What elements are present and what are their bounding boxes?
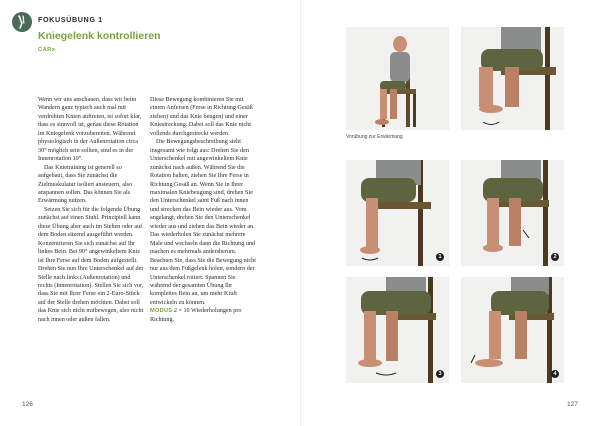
exercise-title: Kniegelenk kontrollieren (38, 30, 161, 42)
paragraph: Wenn wir uns anschauen, dass wir beim Wandern ganz typisch auch mal mit verdrehten Knien auftreten, ist sofort klar, dass es sinnvoll ist, genau diese Rotation im Kniegelenk vorzubereiten. Während physiologisch in der Außenrotation circa 30° möglich sein sollten, sind es in der Innenrotation 10°. (38, 97, 142, 163)
step-number: 2 (551, 253, 559, 261)
modus-text: 2 × 10 Wiederholungen pro Richtung. (150, 308, 242, 323)
paragraph: Diese Bewegung kombinieren Sie mit einem Anfersen (Ferse in Richtung Gesäß ziehen) und das Knie beugen) und einer Kniestreckung. Dabei soll das Knie nicht vollends durchgestreckt werden. (150, 97, 253, 137)
warmup-closeup-photo (461, 27, 564, 130)
step-number: 1 (436, 253, 444, 261)
paragraph: Die Bewegungsbeschreibung sieht insgesamt wie folgt aus: Drehen Sie den Unterschenkel mit angewinkeltem Knie zunächst nach außen. Während Sie die Rotation halten, ziehen Sie Ihre Ferse in Richtung Gesäß an. Wenn Sie in Ihrer maximalen Kniebeugung sind, drehen Sie den Unterschenkel samt Fuß nach innen und strecken das Bein wieder aus. Vom angelangt, drehen Sie den Unterschenkel wieder aus und ziehen das Bein wieder an. Das wiederholen Sie zunächst mehrere Male und wechseln dann die Richtung und machen es mehrmals andersherum. Beachten Sie, dass Sie die Bewegung nicht nur aus dem Fußgelenk holen, sondern der Unterschenkel rotiert. Spannen Sie während der gesamten Übung Ihr komplettes Bein an, um mehr Kraft entwickeln zu können. (150, 139, 256, 306)
page-number-right: 127 (567, 401, 578, 408)
warmup-photo (346, 27, 449, 130)
photo-caption: Vorübung zur Erwärmung (346, 134, 403, 140)
modus-label: MODUS (150, 308, 173, 315)
page-number-left: 126 (22, 401, 33, 408)
knee-icon (12, 12, 32, 32)
step-photo-1 (346, 160, 449, 266)
exercise-subtitle: CARs (38, 47, 56, 53)
text-column-1 (38, 96, 146, 324)
step-photo-2 (461, 160, 564, 266)
paragraph: Setzen Sie sich für die folgende Übung zunächst auf einen Stuhl. Prinzipiell kann diese Übung aber auch im Stehen oder auf dem Boden sitzend ausgeführt werden. Konzentrieren Sie sich zunächst auf Ihr linkes Bein. Bei 90° angewinkeltem Knie ist Ihre Ferse auf dem Boden aufgestellt. Drehen Sie nun Ihre Unterschenkel auf der Stelle nach links (Außenrotation) und rechts (Innenrotation). Stellen Sie sich vor, dass Sie mit Ihrer Ferse ein 2-Euro-Stück auf der Stelle drehen möchten. Dabei soll das Knie sich nicht mitbewegen, also nicht nach innen oder außen fallen. (38, 206, 144, 323)
book-spine (300, 0, 301, 426)
step-photo-3 (346, 277, 449, 383)
paragraph: Das Knietraining ist generell so aufgebaut, dass Sie zunächst die Zielmuskulatur isoliert ansteuern, also anspannen sollen. Das können Sie als Erwärmung nutzen. (38, 164, 133, 205)
step-photo-4 (461, 277, 564, 383)
step-number: 4 (551, 370, 559, 378)
step-number: 3 (436, 370, 444, 378)
modus-line (150, 307, 258, 324)
text-column-2 (150, 96, 258, 324)
section-label: FOKUSÜBUNG 1 (38, 15, 103, 24)
